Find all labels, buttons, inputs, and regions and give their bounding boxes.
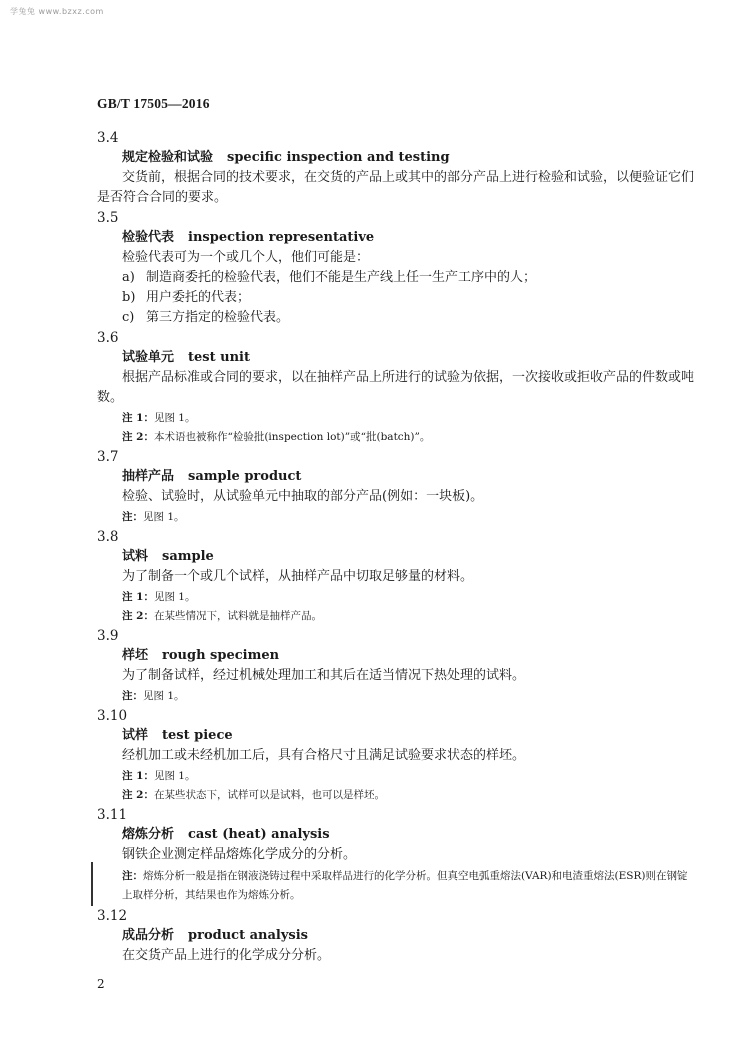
definition: 在交货产品上进行的化学成分分析。 <box>122 948 331 963</box>
term-title <box>97 726 697 746</box>
list-label: b) <box>122 290 136 305</box>
clause-number: 3.7 <box>97 449 119 465</box>
clause-3-11 <box>97 805 697 905</box>
clause-number: 3.4 <box>97 130 119 146</box>
clause-3-7 <box>97 447 697 526</box>
term-title <box>97 646 697 666</box>
term-en: inspection representative <box>188 230 375 245</box>
definition: 为了制备一个或几个试样，从抽样产品中切取足够量的材料。 <box>122 569 474 584</box>
term-title <box>97 825 697 845</box>
note <box>97 867 697 905</box>
note-text: 本术语也被称作“检验批(inspection lot)”或“批(batch)”。 <box>153 431 431 443</box>
clause-number: 3.6 <box>97 330 119 346</box>
note <box>97 608 697 625</box>
term-title <box>97 348 697 368</box>
term-en: test piece <box>162 728 233 743</box>
term-cn: 样坯 <box>122 648 149 663</box>
term-cn: 熔炼分析 <box>122 827 175 842</box>
list-text: 第三方指定的检验代表。 <box>146 310 290 325</box>
terms-content <box>97 128 697 966</box>
note <box>97 589 697 606</box>
note-label: 注： <box>122 511 143 523</box>
definition: 根据产品标准或合同的要求，以在抽样产品上所进行的试验为依据，一次接收或拒收产品的件数或吨数。 <box>97 370 695 405</box>
clause-3-4 <box>97 128 697 208</box>
term-cn: 试验单元 <box>122 350 175 365</box>
note-text: 见图 1。 <box>143 690 185 702</box>
clause-number: 3.12 <box>97 908 128 924</box>
note <box>97 410 697 427</box>
clause-3-5 <box>97 208 697 328</box>
list-label: a) <box>122 270 135 285</box>
page-number: 2 <box>97 977 105 991</box>
note <box>97 688 697 705</box>
note <box>97 768 697 785</box>
definition: 为了制备试样，经过机械处理加工和其后在适当情况下热处理的试料。 <box>122 668 526 683</box>
standard-number-header: GB/T 17505—2016 <box>97 96 210 111</box>
note-label: 注 1： <box>122 591 154 603</box>
term-cn: 试料 <box>122 549 149 564</box>
term-cn: 抽样产品 <box>122 469 175 484</box>
note-label: 注 2： <box>122 431 154 443</box>
note-text: 见图 1。 <box>153 412 196 424</box>
term-title <box>97 228 697 248</box>
term-cn: 成品分析 <box>122 928 175 943</box>
note-text: 见图 1。 <box>143 511 185 523</box>
term-title <box>97 547 697 567</box>
note <box>97 429 697 446</box>
term-cn: 试样 <box>122 728 149 743</box>
term-en: sample <box>162 549 214 564</box>
clause-number: 3.5 <box>97 210 119 226</box>
note-text: 熔炼分析一般是指在钢液浇铸过程中采取样品进行的化学分析。但真空电弧重熔法(VAR)和电渣重熔法(ESR)则在钢锭上取样分析，其结果也作为熔炼分析。 <box>122 870 688 901</box>
term-cn: 检验代表 <box>122 230 175 245</box>
clause-number: 3.8 <box>97 529 119 545</box>
note-text: 见图 1。 <box>153 591 196 603</box>
term-en: cast (heat) analysis <box>188 827 330 842</box>
list-text: 用户委托的代表； <box>146 290 251 305</box>
term-cn: 规定检验和试验 <box>122 150 214 165</box>
note <box>97 509 697 526</box>
term-title <box>97 467 697 487</box>
list-item <box>97 308 697 328</box>
clause-number: 3.9 <box>97 628 119 644</box>
term-en: specific inspection and testing <box>227 150 450 165</box>
note-label: 注： <box>122 690 143 702</box>
clause-3-6 <box>97 328 697 446</box>
clause-3-10 <box>97 706 697 804</box>
definition: 钢铁企业测定样品熔炼化学成分的分析。 <box>122 847 357 862</box>
clause-number: 3.10 <box>97 708 128 724</box>
term-en: sample product <box>188 469 302 484</box>
list-label: c) <box>122 310 135 325</box>
term-en: product analysis <box>188 928 308 943</box>
definition: 检验、试验时，从试验单元中抽取的部分产品(例如：一块板)。 <box>122 489 484 504</box>
clause-3-12 <box>97 906 697 966</box>
note-text: 在某些情况下，试料就是抽样产品。 <box>153 610 322 622</box>
note-label: 注 2： <box>122 789 154 801</box>
watermark: 学兔兔 www.bzxz.com <box>10 7 104 16</box>
note <box>97 787 697 804</box>
note-label: 注 2： <box>122 610 154 622</box>
definition: 交货前，根据合同的技术要求，在交货的产品上或其中的部分产品上进行检验和试验，以便验证它们是否符合合同的要求。 <box>97 170 695 205</box>
note-text: 见图 1。 <box>153 770 196 782</box>
note-label: 注 1： <box>122 770 154 782</box>
note-label: 注 1： <box>122 412 154 424</box>
list-item <box>97 288 697 308</box>
clause-3-9 <box>97 626 697 705</box>
clause-3-8 <box>97 527 697 625</box>
list-item <box>97 268 697 288</box>
clause-number: 3.11 <box>97 807 128 823</box>
change-bar <box>91 862 93 906</box>
term-title <box>97 148 697 168</box>
list-text: 制造商委托的检验代表，他们不能是生产线上任一生产工序中的人； <box>146 270 537 285</box>
term-title <box>97 926 697 946</box>
definition: 经机加工或未经机加工后，具有合格尺寸且满足试验要求状态的样坯。 <box>122 748 526 763</box>
definition: 检验代表可为一个或几个人，他们可能是： <box>122 250 370 265</box>
term-en: rough specimen <box>162 648 280 663</box>
note-text: 在某些状态下，试样可以是试料，也可以是样坯。 <box>153 789 385 801</box>
note-label: 注： <box>122 870 143 882</box>
term-en: test unit <box>188 350 250 365</box>
